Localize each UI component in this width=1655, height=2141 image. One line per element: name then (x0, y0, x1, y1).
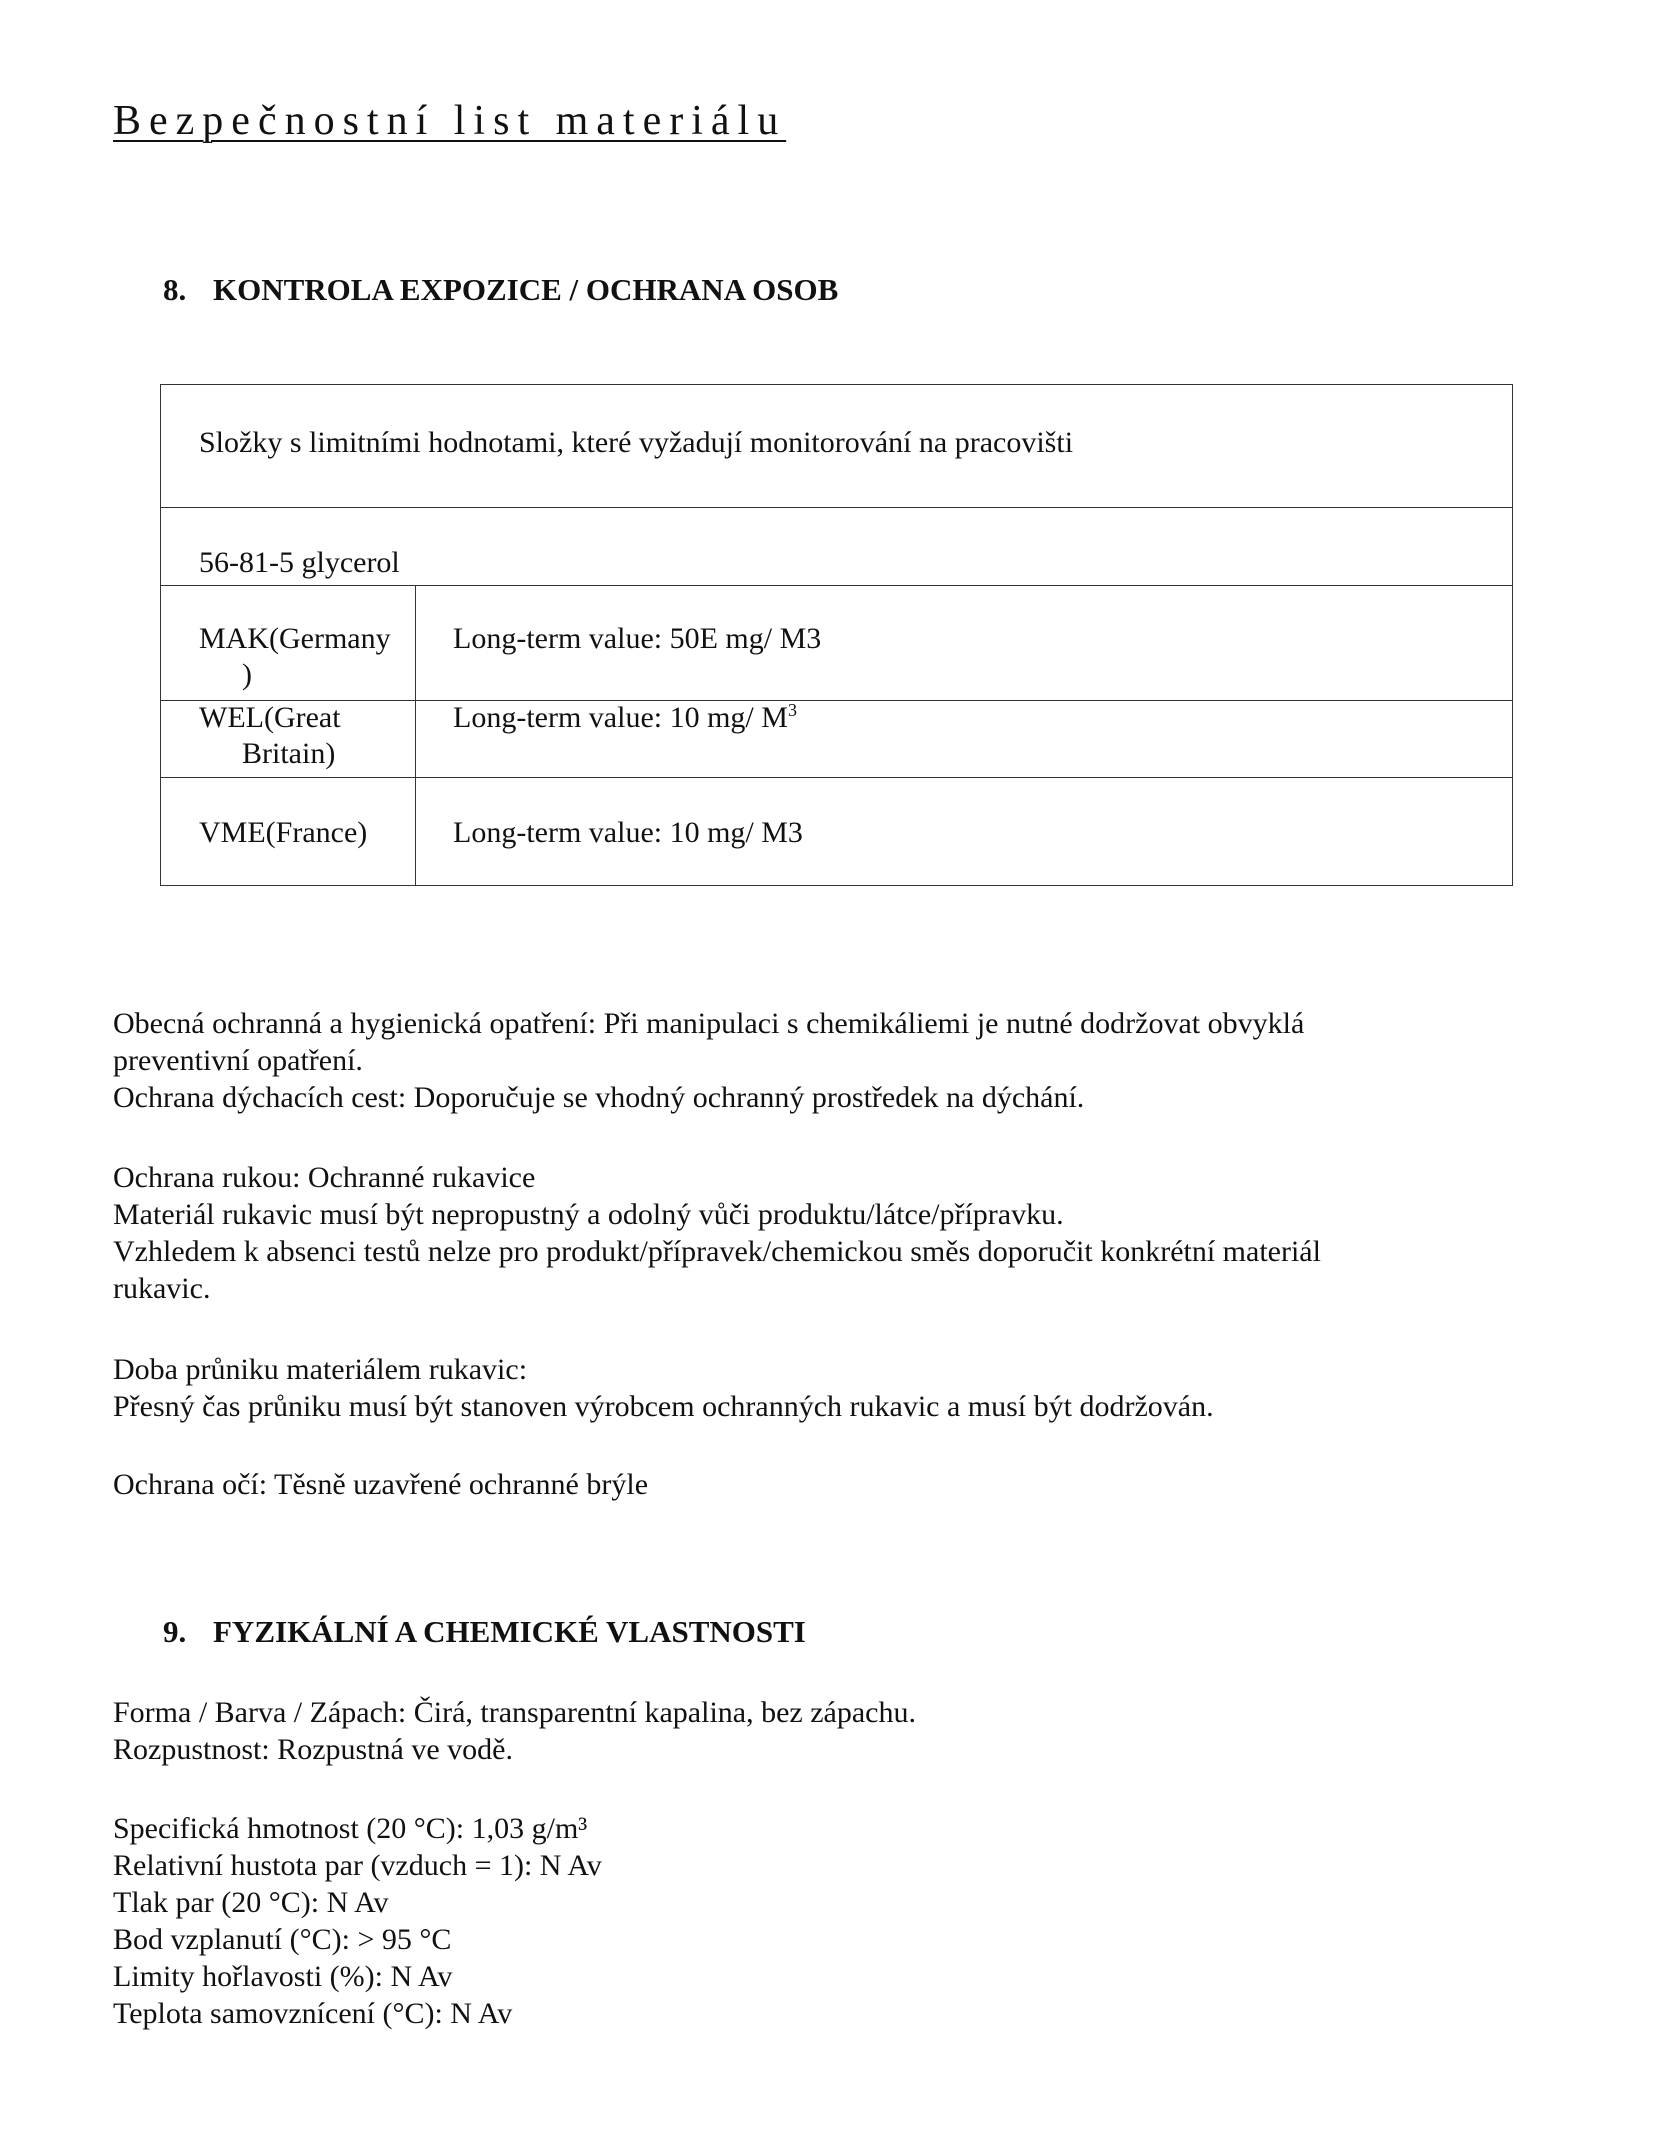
property-line: Limity hořlavosti (%): N Av (113, 1960, 453, 1993)
section-8-title: KONTROLA EXPOZICE / OCHRANA OSOB (213, 272, 839, 307)
eye-protection-paragraph (113, 1466, 1533, 1503)
text-line: Obecná ochranná a hygienická opatření: Při manipulaci s chemikáliemi je nutné dodržovat obvyklá (113, 1007, 1305, 1040)
limit-standard: VME(France) (199, 816, 368, 849)
section-9-number: 9. (163, 1614, 187, 1649)
table-row (199, 621, 391, 693)
table-column-divider (415, 585, 416, 885)
text-line: Ochrana očí: Těsně uzavřené ochranné brýle (113, 1468, 649, 1501)
property-line: Teplota samovznícení (°C): N Av (113, 1997, 513, 2030)
appearance-paragraph (113, 1694, 1533, 1768)
physical-properties-list (113, 1810, 1533, 2032)
text-line: Ochrana dýchacích cest: Doporučuje se vhodný ochranný prostředek na dýchání. (113, 1081, 1085, 1114)
text-line: Vzhledem k absenci testů nelze pro produkt/přípravek/chemickou směs doporučit konkrétní materiál (113, 1235, 1321, 1268)
general-protection-paragraph (113, 1005, 1533, 1116)
hand-protection-paragraph (113, 1159, 1533, 1307)
text-line: Ochrana rukou: Ochranné rukavice (113, 1161, 536, 1194)
limit-value: Long-term value: 10 mg/ M3 (453, 816, 803, 849)
limit-standard: WEL(Great (199, 701, 341, 734)
table-caption: Složky s limitními hodnotami, které vyžadují monitorování na pracovišti (199, 426, 1074, 459)
limit-value: Long-term value: 50E mg/ M3 (453, 622, 822, 655)
section-8-number: 8. (163, 272, 187, 307)
limit-standard-continued: Britain) (242, 737, 336, 770)
text-line: Přesný čas průniku musí být stanoven výrobcem ochranných rukavic a musí být dodržován. (113, 1390, 1214, 1423)
limit-value-superscript: 3 (787, 700, 797, 720)
limit-value (453, 700, 797, 736)
document-title: Bezpečnostní list materiálu (113, 98, 787, 144)
exposure-limits-table (160, 384, 1513, 886)
property-line: Relativní hustota par (vzduch = 1): N Av (113, 1849, 602, 1882)
limit-standard-continued: ) (242, 658, 252, 691)
limit-value-text: Long-term value: 10 mg/ M (453, 701, 788, 734)
table-divider (161, 777, 1512, 778)
property-line: Bod vzplanutí (°C): > 95 °C (113, 1923, 452, 1956)
section-9-title: FYZIKÁLNÍ A CHEMICKÉ VLASTNOSTI (213, 1614, 806, 1649)
section-9-heading (163, 1616, 806, 1647)
table-row (199, 700, 341, 772)
text-line: Forma / Barva / Zápach: Čirá, transparentní kapalina, bez zápachu. (113, 1696, 916, 1729)
section-8-heading (163, 274, 838, 305)
text-line: rukavic. (113, 1272, 211, 1305)
table-substance: 56-81-5 glycerol (199, 546, 400, 579)
text-line: Doba průniku materiálem rukavic: (113, 1353, 528, 1386)
table-divider (161, 507, 1512, 508)
table-divider (161, 700, 1512, 701)
text-line: Materiál rukavic musí být nepropustný a odolný vůči produktu/látce/přípravku. (113, 1198, 1064, 1231)
property-line: Specifická hmotnost (20 °C): 1,03 g/m³ (113, 1812, 588, 1845)
text-line: Rozpustnost: Rozpustná ve vodě. (113, 1733, 513, 1766)
breakthrough-time-paragraph (113, 1351, 1533, 1425)
property-line: Tlak par (20 °C): N Av (113, 1886, 389, 1919)
text-line: preventivní opatření. (113, 1044, 363, 1077)
table-divider (161, 585, 1512, 586)
limit-standard: MAK(Germany (199, 622, 391, 655)
